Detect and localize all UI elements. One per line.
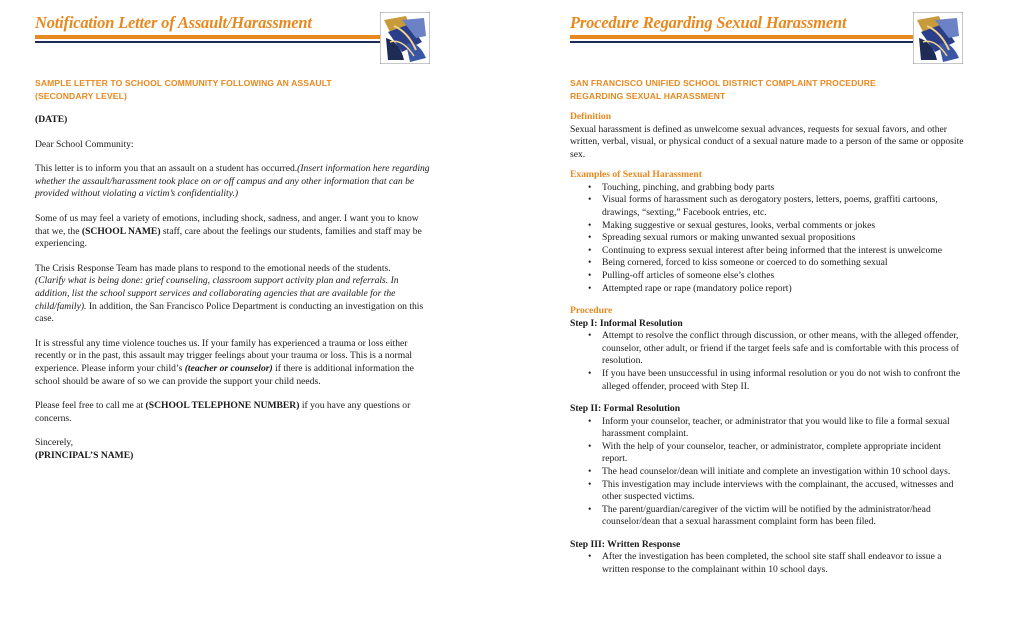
step1-heading: Step I: Informal Resolution	[570, 317, 683, 329]
p3-text-b: In addition, the San Francisco Police Department is conducting an investigation on this case.	[35, 300, 424, 325]
list-item: • Being cornered, forced to kiss someone or coerced to do something sexual	[602, 257, 968, 270]
p5-text-b: if you have any questions or concerns.	[35, 400, 411, 424]
right-header	[512, 0, 1024, 48]
left-header-rule	[35, 35, 385, 39]
right-subheading-line2: REGARDING SEXUAL HARASSMENT	[570, 90, 726, 101]
right-header-rule-dark	[570, 41, 916, 43]
right-header-title: Procedure Regarding Sexual Harassment	[570, 13, 847, 32]
p2-school-name: (SCHOOL NAME)	[81, 225, 161, 237]
list-item: • After the investigation has been completed, the school site staff shall endeavor to issue a written response to the complainant within 10 school days.	[602, 551, 968, 576]
step3-heading: Step III: Written Response	[570, 538, 681, 550]
list-item: • Touching, pinching, and grabbing body parts	[602, 182, 968, 195]
letter-salutation: Dear School Community:	[35, 138, 134, 150]
procedure-heading: Procedure	[570, 305, 613, 317]
list-item: • Continuing to express sexual interest after being informed that the interest is unwelcome	[602, 245, 968, 258]
letter-paragraph-3-cont	[35, 275, 431, 325]
right-page	[512, 0, 1024, 632]
letter-paragraph-3	[35, 263, 431, 276]
p5-text-a: Please feel free to call me at	[35, 400, 146, 412]
left-subheading-line1: SAMPLE LETTER TO SCHOOL COMMUNITY FOLLOWING AN ASSAULT	[35, 78, 332, 88]
header-logo-icon	[913, 12, 963, 64]
list-item: • This investigation may include interviews with the complainant, the accused, witnesses and other suspected victims.	[602, 479, 968, 504]
list-item: • If you have been unsuccessful in using informal resolution or you do not wish to confront the alleged offender, proceed with Step II.	[602, 368, 968, 393]
p1-italic: (Insert information here regarding whether the assault/harassment took place on or off campus and any other information that can be provided without violating a victim’s confidentiality.)	[35, 163, 430, 200]
letter-signature: (PRINCIPAL’S NAME)	[35, 449, 134, 461]
list-item: • The head counselor/dean will initiate and complete an investigation within 10 school days.	[602, 466, 968, 479]
p1-text: This letter is to inform you that an assault on a student has occurred.	[35, 163, 298, 175]
left-header	[0, 0, 512, 48]
letter-date: (DATE)	[35, 114, 68, 125]
step3-list	[570, 551, 968, 576]
list-item: • Making suggestive or sexual gestures, looks, verbal comments or jokes	[602, 220, 968, 233]
header-logo-icon	[380, 12, 430, 64]
right-subheading	[570, 77, 970, 102]
definition-text: Sexual harassment is defined as unwelcome sexual advances, requests for sexual favors, and other written, verbal, visual, or physical conduct of a sexual nature made to a person of the same or opposite sex.	[570, 123, 964, 160]
right-subheading-line1: SAN FRANCISCO UNIFIED SCHOOL DISTRICT COMPLAINT PROCEDURE	[570, 78, 876, 88]
letter-paragraph-4	[35, 338, 431, 388]
list-item: • Visual forms of harassment such as derogatory posters, letters, poems, graffiti cartoons, drawings, “sexting,” Facebook entries, etc.	[602, 194, 968, 219]
list-item: • Attempted rape or rape (mandatory police report)	[602, 283, 968, 296]
list-item: • The parent/guardian/caregiver of the victim will be notified by the administrator/head counselor/dean that a sexual harassment complaint form has been filed.	[602, 504, 968, 529]
p3-text-a: The Crisis Response Team has made plans to respond to the emotional needs of the students.	[35, 262, 391, 274]
examples-heading: Examples of Sexual Harassment	[570, 169, 702, 181]
letter-body	[35, 114, 431, 462]
procedure-body	[570, 111, 968, 577]
p4-text-b: if there is additional information the school should be aware of so we can provide the support your child needs.	[35, 362, 414, 387]
list-item: • Spreading sexual rumors or making unwanted sexual propositions	[602, 232, 968, 245]
left-subheading-line2: (SECONDARY LEVEL)	[35, 90, 127, 101]
letter-paragraph-2	[35, 213, 431, 251]
step1-list	[570, 330, 968, 393]
step2-heading: Step II: Formal Resolution	[570, 403, 681, 415]
right-header-rule	[570, 35, 916, 39]
list-item: • Inform your counselor, teacher, or administrator that you would like to file a formal sexual harassment complaint.	[602, 416, 968, 441]
p3-italic: (Clarify what is being done: grief counseling, classroom support activity plan and referrals. In addition, list the school support services and collaborating agencies that are available for the child/family).	[35, 275, 399, 312]
list-item: • Pulling-off articles of someone else’s clothes	[602, 270, 968, 283]
definition-heading: Definition	[570, 111, 612, 122]
examples-list	[570, 182, 968, 295]
p4-teacher-counselor: (teacher or counselor)	[184, 362, 273, 374]
p5-telephone: (SCHOOL TELEPHONE NUMBER)	[145, 400, 300, 412]
list-item: • Attempt to resolve the conflict through discussion, or other means, with the alleged offender, counselor, other adult, or friend if the target feels safe and is comfortable with this process of resolution.	[602, 330, 968, 368]
letter-paragraph-1	[35, 163, 431, 201]
list-item: • With the help of your counselor, teacher, or administrator, complete appropriate incident report.	[602, 441, 968, 466]
p2-text-b: staff, care about the feelings our students, families and staff may be experiencing.	[35, 225, 422, 250]
letter-closing: Sincerely,	[35, 437, 74, 449]
p4-text-a: It is stressful any time violence touches us. If your family has experienced a trauma or loss either recently or in the past, this assault may trigger feelings about your trauma or loss. This is a normal experience. Please inform your child’s	[35, 337, 413, 374]
step2-list	[570, 416, 968, 529]
letter-paragraph-5	[35, 400, 431, 425]
left-header-rule-dark	[35, 41, 385, 43]
left-subheading	[35, 77, 435, 102]
left-header-title: Notification Letter of Assault/Harassment	[35, 13, 312, 32]
p2-text-a: Some of us may feel a variety of emotions, including shock, sadness, and anger. I want you to know that we, the	[35, 212, 419, 237]
